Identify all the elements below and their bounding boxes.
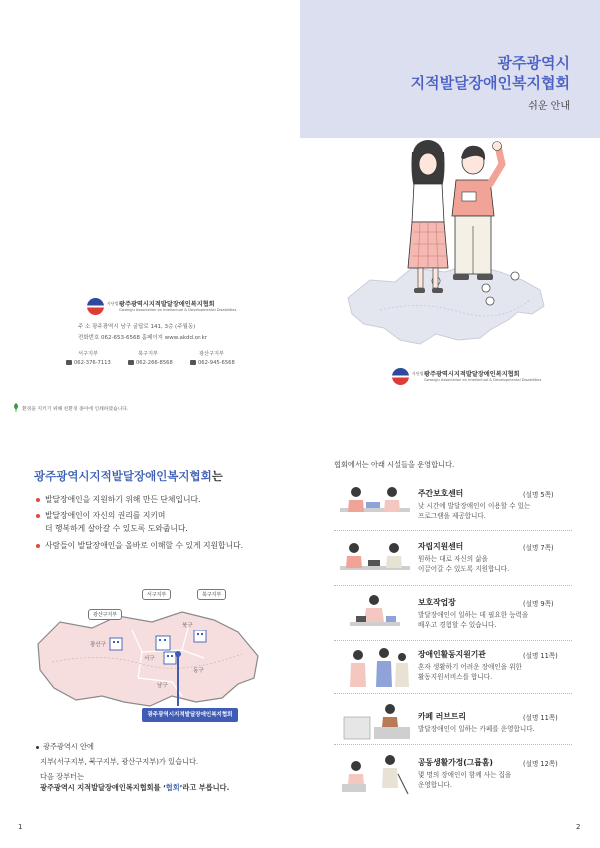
branch-phone-seogu: 062-376-7113 — [66, 360, 111, 366]
facility-desc-activity-support: 혼자 생활하기 어려운 장애인을 위한 활동지원서비스를 합니다. — [418, 663, 522, 681]
intro-heading: 광주광역시지적발달장애인복지협회는 — [34, 469, 223, 483]
district-gwangsan: 광산구 — [90, 642, 106, 648]
building-icon — [110, 638, 122, 650]
district-donggu: 동구 — [193, 668, 204, 674]
leaf-icon — [12, 403, 20, 412]
org-logo-icon — [392, 368, 409, 385]
bullet-item: 발달장애인이 자신의 권리를 지키며 — [36, 510, 165, 523]
building-icon — [156, 636, 170, 650]
bottom-line1: 광주광역시 안에 — [36, 742, 94, 752]
bottom-line3: 다음 장부터는 — [40, 772, 84, 781]
facility-page-activity-support: (설명 11쪽) — [523, 652, 558, 660]
phone-icon — [128, 360, 134, 365]
facility-title-daycare: 주간보호센터 — [418, 489, 464, 498]
back-logo-icon — [87, 298, 104, 315]
facility-page-independence: (설명 7쪽) — [523, 544, 554, 552]
bottom-line2: 지부(서구지부, 북구지부, 광산구지부)가 있습니다. — [40, 757, 199, 766]
branch-building-icons — [108, 630, 218, 670]
branch-name-gwangsan: 광산구지부 — [199, 351, 225, 357]
callout-bukgu: 북구지부 — [197, 589, 226, 600]
divider — [334, 530, 572, 531]
branch-phone-gwangsan: 062-945-6568 — [190, 360, 235, 366]
cafe-illustration — [334, 697, 416, 749]
workshop-illustration — [334, 590, 416, 642]
facility-page-daycare: (설명 5쪽) — [523, 491, 554, 499]
facility-title-independence: 자립지원센터 — [418, 542, 464, 551]
contact-text: 전화번호 062-653-6568 홈페이지 www.akdd.or.kr — [78, 335, 208, 341]
cover-illustration — [340, 140, 560, 350]
callout-gwangsan: 광산구지부 — [88, 609, 122, 620]
cover-title-line1: 광주광역시 — [497, 54, 570, 72]
eco-note: 환경을 지키기 위해 친환경 종이에 인쇄하였습니다. — [22, 407, 129, 412]
facility-title-cafe: 카페 러브트리 — [418, 712, 466, 721]
facility-page-workshop: (설명 9쪽) — [523, 600, 554, 608]
facility-title-activity-support: 장애인활동지원기관 — [418, 650, 486, 659]
phone-icon — [190, 360, 196, 365]
facility-desc-workshop: 발달장애인이 일하는 데 필요한 능력을 배우고 경험할 수 있습니다. — [418, 611, 529, 629]
bullet-item: 발달장애인을 지원하기 위해 만든 단체입니다. — [36, 494, 201, 507]
bullet-item-continued: 더 행복하게 살아갈 수 있도록 도와줍니다. — [45, 524, 188, 533]
hq-pointer — [170, 650, 190, 708]
cover-org-name: 광주광역시지적발달장애인복지협회 — [424, 371, 520, 378]
facilities-intro: 협회에서는 아래 시설들을 운영합니다. — [334, 460, 455, 469]
cover-subtitle: 쉬운 안내 — [528, 101, 570, 112]
district-seogu: 서구 — [144, 656, 155, 662]
back-logo-small-text: 사단법인 — [107, 301, 123, 306]
logo-small-text: 사단법인 — [412, 371, 428, 376]
facility-title-group-home: 공동생활가정(그룹홈) — [418, 758, 493, 767]
phone-icon — [66, 360, 72, 365]
facility-desc-group-home: 몇 명의 장애인이 함께 사는 집을 운영합니다. — [418, 771, 512, 789]
divider — [334, 640, 572, 641]
page-number-left: 1 — [18, 823, 23, 831]
bullet-item: 사람들이 발달장애인을 올바로 이해할 수 있게 지원합니다. — [36, 540, 243, 553]
district-bukgu: 북구 — [182, 623, 193, 629]
map-pin-icon — [486, 297, 494, 305]
divider — [334, 744, 572, 745]
branch-phone-bukgu: 062-266-8568 — [128, 360, 173, 366]
facility-title-workshop: 보호작업장 — [418, 598, 456, 607]
bottom-line4: 광주광역시 지적발달장애인복지협회를 ‘협회’라고 부릅니다. — [40, 783, 230, 792]
man-figure — [452, 142, 502, 281]
cover-title-line2: 지적발달장애인복지협회 — [410, 74, 570, 92]
cover-org-name-en: Gwangju Association on Intellectual & Developmental Disabilities — [424, 378, 542, 382]
activity-support-illustration — [334, 643, 416, 695]
map-pin-icon — [511, 272, 519, 280]
independence-illustration — [334, 534, 416, 586]
building-icon — [194, 630, 206, 642]
address-text: 주 소 광주광역시 남구 굴답로 141, 3층 (주월동) — [78, 324, 196, 330]
back-org-name: 광주광역시지적발달장애인복지협회 — [119, 301, 215, 308]
back-org-name-en: Gwangju Association on Intellectual & Developmental Disabilities — [119, 308, 237, 312]
facility-desc-daycare: 낮 시간에 발달장애인이 이용할 수 있는 프로그램을 제공합니다. — [418, 502, 531, 520]
district-namgu: 남구 — [157, 683, 168, 689]
facility-page-group-home: (설명 12쪽) — [523, 760, 558, 768]
daycare-illustration — [334, 478, 416, 530]
facility-page-cafe: (설명 11쪽) — [523, 714, 558, 722]
divider — [334, 585, 572, 586]
facility-desc-independence: 원하는 대로 자신의 삶을 이끌어갈 수 있도록 지원합니다. — [418, 555, 510, 573]
hq-label: 광주광역시지적발달장애인복지협회 — [142, 708, 238, 722]
branch-name-bukgu: 북구지부 — [138, 351, 159, 357]
page-number-right: 2 — [576, 823, 581, 831]
divider — [334, 693, 572, 694]
facility-desc-cafe: 발달장애인이 일하는 카페를 운영합니다. — [418, 725, 535, 733]
callout-seogu: 서구지부 — [142, 589, 171, 600]
branch-name-seogu: 서구지부 — [78, 351, 99, 357]
map-pin-icon — [482, 284, 490, 292]
group-home-illustration — [334, 748, 416, 800]
